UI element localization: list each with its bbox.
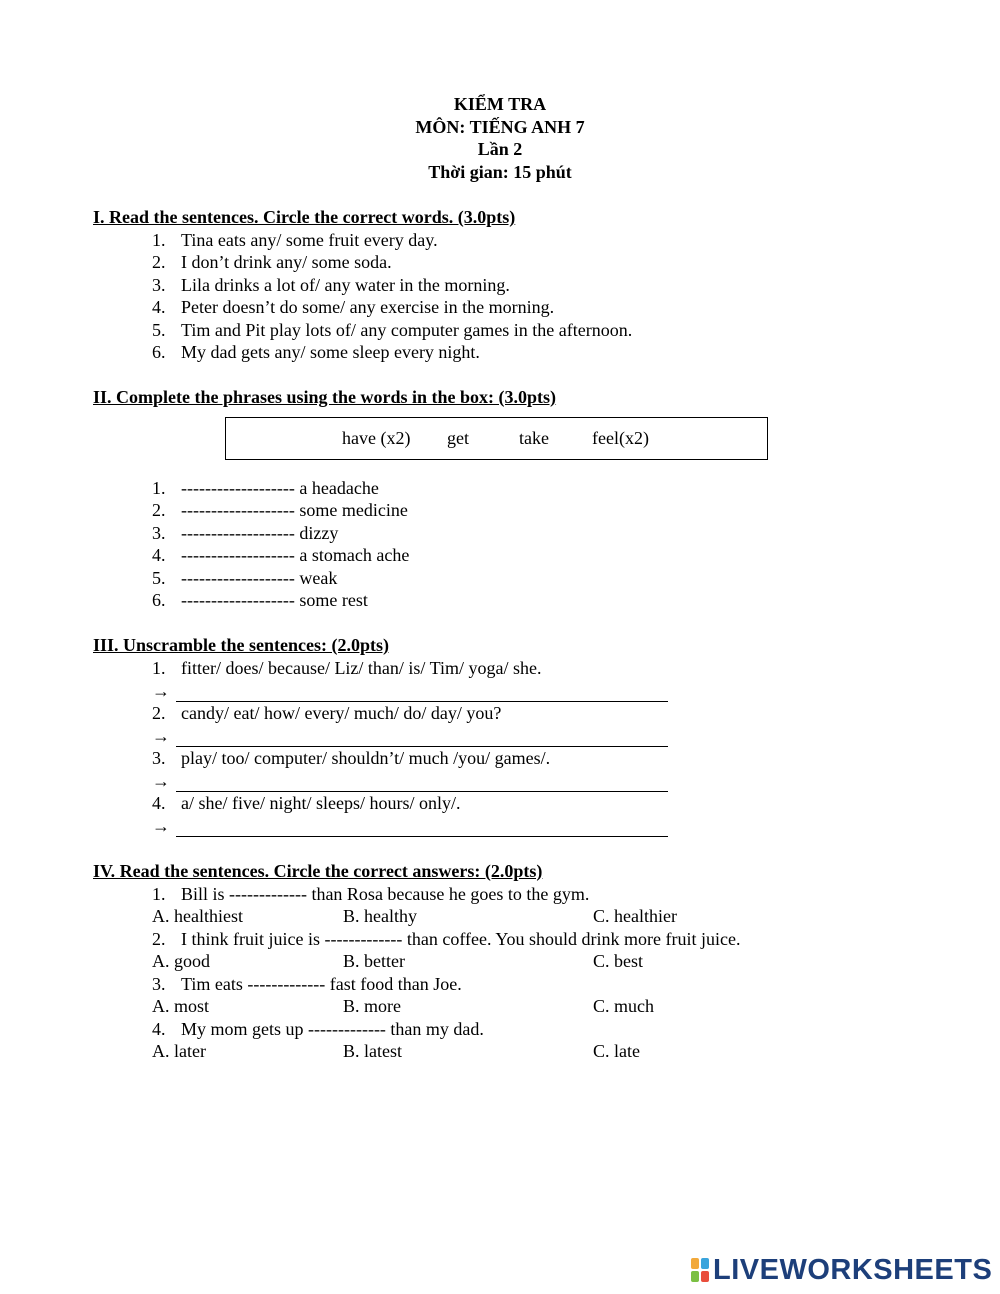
option-c[interactable]: C. best [593, 951, 644, 971]
option-b[interactable]: B. better [343, 951, 405, 971]
box-word: take [519, 428, 549, 448]
header-subject: MÔN: TIẾNG ANH 7 [415, 116, 585, 137]
question [152, 883, 589, 906]
item-text: ------------------- dizzy [181, 523, 339, 543]
box-word: feel(x2) [592, 428, 649, 448]
arrow-icon: → [152, 681, 170, 701]
item-number: 1. [152, 658, 166, 678]
section-2-item [152, 544, 409, 567]
section-2-item [152, 522, 338, 545]
section-2-item [152, 567, 337, 590]
section-3-item [152, 702, 501, 725]
arrow-icon: → [152, 816, 170, 836]
option-c[interactable]: C. late [593, 1041, 640, 1061]
item-text: My dad gets any/ some sleep every night. [181, 342, 480, 362]
section-1-item [152, 341, 480, 364]
word-box [225, 417, 768, 460]
section-2-title: II. Complete the phrases using the words in the box: (3.0pts) [93, 387, 557, 407]
answer-line[interactable] [152, 815, 668, 838]
item-number: 4. [152, 1019, 166, 1039]
option-c[interactable]: C. healthier [593, 906, 677, 926]
liveworksheets-logo-icon [690, 1257, 710, 1283]
logo-square [701, 1258, 709, 1269]
item-text: ------------------- some rest [181, 590, 368, 610]
worksheet-header [0, 93, 1000, 183]
section-3-item [152, 747, 550, 770]
item-number: 5. [152, 320, 166, 340]
item-text: ------------------- a headache [181, 478, 379, 498]
section-2-item [152, 477, 379, 500]
option-b[interactable]: B. latest [343, 1041, 402, 1061]
box-word: get [447, 428, 469, 448]
answer-line[interactable] [152, 770, 668, 793]
section-1-item [152, 251, 392, 274]
section-3-item [152, 792, 460, 815]
item-text: I don’t drink any/ some soda. [181, 252, 392, 272]
item-text: Peter doesn’t do some/ any exercise in the morning. [181, 297, 555, 317]
section-1-item [152, 296, 554, 319]
option-a[interactable]: A. healthiest [152, 906, 243, 926]
liveworksheets-logo [690, 1255, 992, 1285]
option-b[interactable]: B. healthy [343, 906, 417, 926]
item-number: 1. [152, 478, 166, 498]
question [152, 928, 741, 951]
item-number: 4. [152, 297, 166, 317]
section-1-title: I. Read the sentences. Circle the correct words. (3.0pts) [93, 207, 516, 227]
item-number: 1. [152, 884, 166, 904]
section-3-item [152, 657, 541, 680]
box-word: have (x2) [342, 428, 411, 448]
section-1-item [152, 319, 632, 342]
section-4-title: IV. Read the sentences. Circle the correct answers: (2.0pts) [93, 861, 543, 881]
question [152, 1018, 484, 1041]
item-number: 4. [152, 793, 166, 813]
item-text: Tina eats any/ some fruit every day. [181, 230, 438, 250]
question-text: Bill is ------------- than Rosa because he goes to the gym. [181, 884, 590, 904]
item-number: 6. [152, 342, 166, 362]
item-text: play/ too/ computer/ shouldn’t/ much /you/ games/. [181, 748, 551, 768]
item-number: 2. [152, 252, 166, 272]
logo-text: LIVEWORKSHEETS [713, 1254, 993, 1286]
item-number: 1. [152, 230, 166, 250]
item-number: 3. [152, 275, 166, 295]
question-text: Tim eats ------------- fast food than Joe. [181, 974, 462, 994]
arrow-icon: → [152, 726, 170, 746]
logo-square [701, 1271, 709, 1282]
item-number: 2. [152, 500, 166, 520]
question [152, 973, 462, 996]
header-title: KIỂM TRA [453, 94, 547, 114]
header-attempt: Lần 2 [477, 139, 523, 159]
item-text: ------------------- a stomach ache [181, 545, 410, 565]
option-a[interactable]: A. later [152, 1041, 206, 1061]
arrow-icon: → [152, 771, 170, 791]
option-c[interactable]: C. much [593, 996, 654, 1016]
option-b[interactable]: B. more [343, 996, 401, 1016]
item-text: ------------------- some medicine [181, 500, 408, 520]
question-text: I think fruit juice is ------------- than coffee. You should drink more fruit juice. [181, 929, 741, 949]
item-number: 4. [152, 545, 166, 565]
answer-line[interactable] [152, 680, 668, 703]
item-number: 6. [152, 590, 166, 610]
section-3-title: III. Unscramble the sentences: (2.0pts) [93, 635, 389, 655]
item-text: candy/ eat/ how/ every/ much/ do/ day/ you? [181, 703, 502, 723]
item-number: 3. [152, 523, 166, 543]
answer-rule [176, 836, 668, 837]
item-number: 3. [152, 748, 166, 768]
item-number: 2. [152, 929, 166, 949]
item-number: 2. [152, 703, 166, 723]
option-a[interactable]: A. good [152, 951, 210, 971]
header-time: Thời gian: 15 phút [428, 161, 572, 182]
section-1-item [152, 229, 438, 252]
section-2-item [152, 589, 368, 612]
item-text: ------------------- weak [181, 568, 338, 588]
item-text: fitter/ does/ because/ Liz/ than/ is/ Tim/ yoga/ she. [181, 658, 542, 678]
option-a[interactable]: A. most [152, 996, 210, 1016]
item-text: Tim and Pit play lots of/ any computer games in the afternoon. [181, 320, 633, 340]
item-text: a/ she/ five/ night/ sleeps/ hours/ only/. [181, 793, 461, 813]
answer-line[interactable] [152, 725, 668, 748]
section-1-item [152, 274, 510, 297]
item-number: 5. [152, 568, 166, 588]
item-number: 3. [152, 974, 166, 994]
item-text: Lila drinks a lot of/ any water in the morning. [181, 275, 510, 295]
logo-square [691, 1258, 699, 1269]
question-text: My mom gets up ------------- than my dad. [181, 1019, 484, 1039]
section-2-item [152, 499, 408, 522]
logo-square [691, 1271, 699, 1282]
